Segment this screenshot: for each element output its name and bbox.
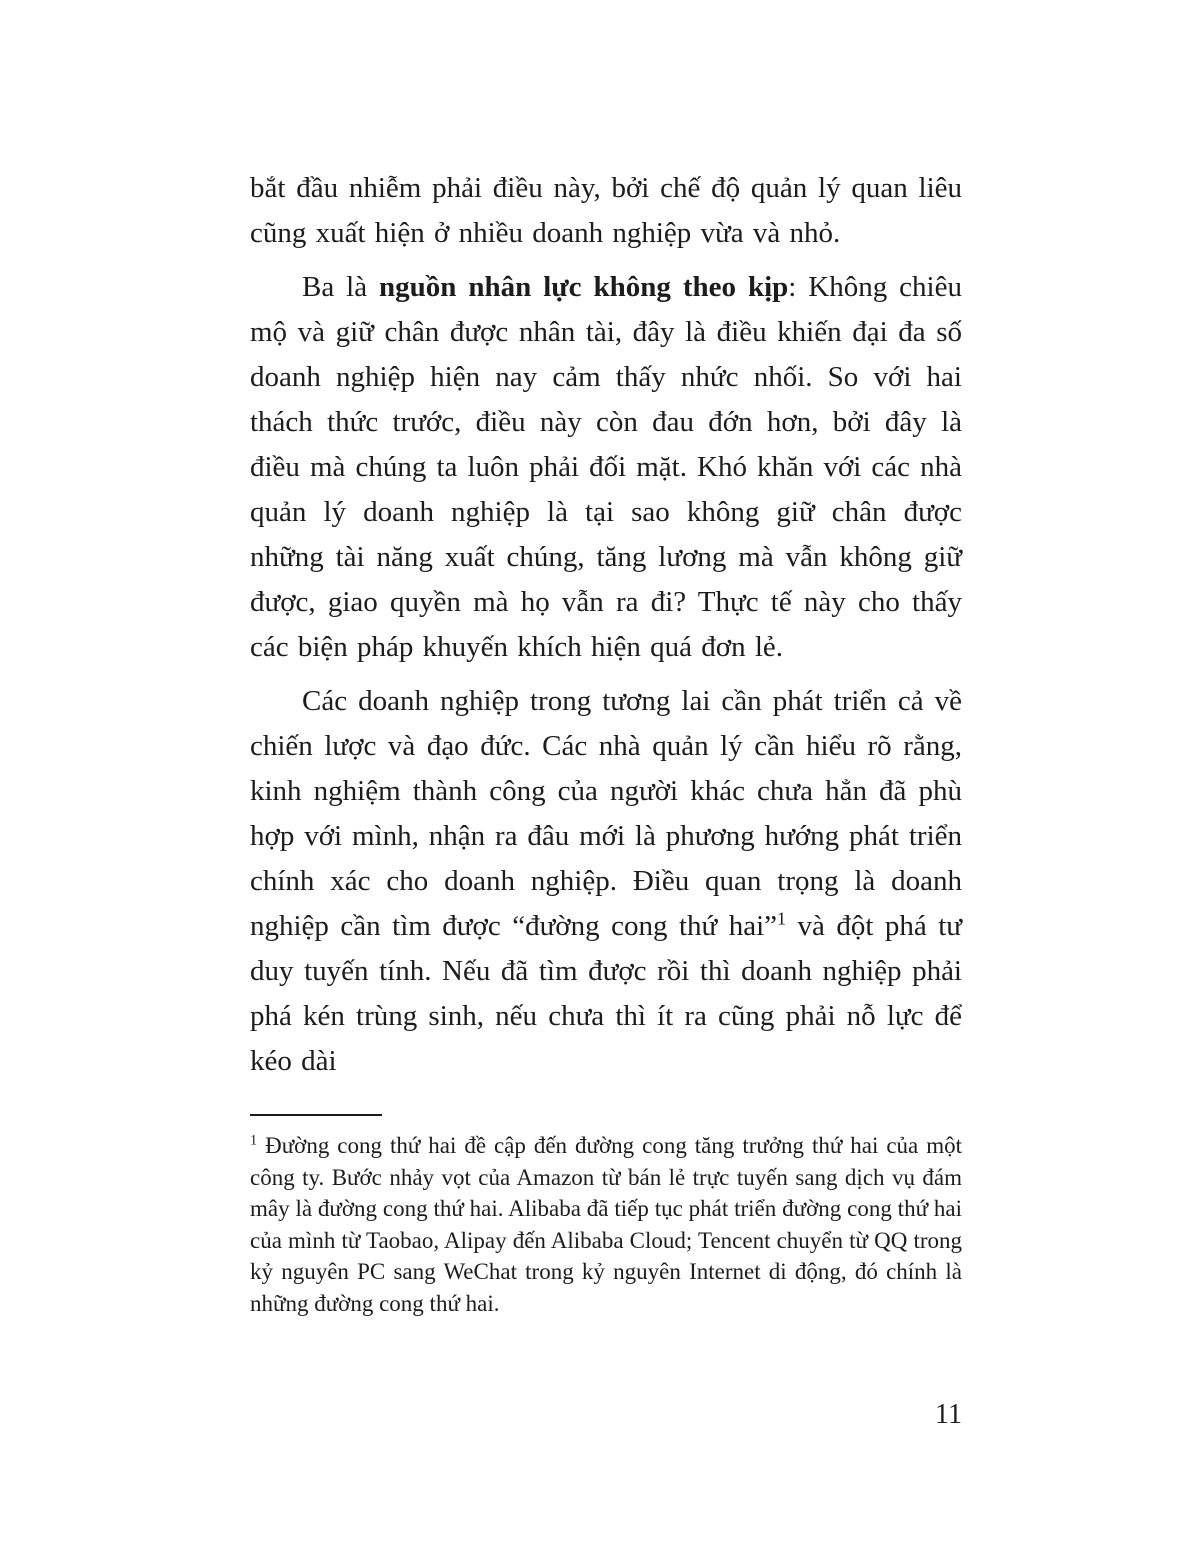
footnote-text: Đường cong thứ hai đề cập đến đường cong tăng trưởng thứ hai của một công ty. Bước nhảy vọt của Amazon từ bán lẻ trực tuyến sang dịch vụ đám mây là đường cong thứ hai. Alibaba đã tiếp tục phát triển đường cong thứ hai của mình từ Taobao, Alipay đến Alibaba Cloud; Tencent chuyển từ QQ trong kỷ nguyên PC sang WeChat trong kỷ nguyên Internet di động, đó chính là những đường cong thứ hai. — [250, 1133, 962, 1316]
page-number: 11 — [935, 1399, 962, 1430]
footnote-divider — [250, 1114, 382, 1116]
paragraph-third-point — [250, 265, 962, 670]
paragraph-text: Ba là — [302, 271, 380, 303]
paragraph-text: bắt đầu nhiễm phải điều này, bởi chế độ quản lý quan liêu cũng xuất hiện ở nhiều doanh nghiệp vừa và nhỏ. — [250, 172, 962, 249]
footnote — [250, 1130, 962, 1319]
paragraph-text: và đột phá tư duy tuyến tính. Nếu đã tìm được rồi thì doanh nghiệp phải phá kén trùng sinh, nếu chưa thì ít ra cũng phải nỗ lực để kéo dài — [250, 910, 963, 1077]
page-body — [250, 166, 962, 1319]
bold-phrase: nguồn nhân lực không theo kịp — [379, 271, 789, 303]
paragraph-text: Các doanh nghiệp trong tương lai cần phát triển cả về chiến lược và đạo đức. Các nhà quản lý cần hiểu rõ rằng, kinh nghiệm thành công của người khác chưa hẳn đã phù hợp với mình, nhận ra đâu mới là phương hướng phát triển chính xác cho doanh nghiệp. Điều quan trọng là doanh nghiệp cần tìm được “đường cong thứ hai” — [250, 685, 962, 942]
paragraph-continuation — [250, 166, 962, 256]
footnote-marker: 1 — [250, 1132, 258, 1149]
footnote-reference: 1 — [777, 908, 786, 929]
paragraph-text: : Không chiêu mộ và giữ chân được nhân tài, đây là điều khiến đại đa số doanh nghiệp hiện nay cảm thấy nhức nhối. So với hai thách thức trước, điều này còn đau đớn hơn, bởi đây là điều mà chúng ta luôn phải đối mặt. Khó khăn với các nhà quản lý doanh nghiệp là tại sao không giữ chân được những tài năng xuất chúng, tăng lương mà vẫn không giữ được, giao quyền mà họ vẫn ra đi? Thực tế này cho thấy các biện pháp khuyến khích hiện quá đơn lẻ. — [250, 271, 962, 663]
paragraph-future-enterprises — [250, 679, 962, 1084]
